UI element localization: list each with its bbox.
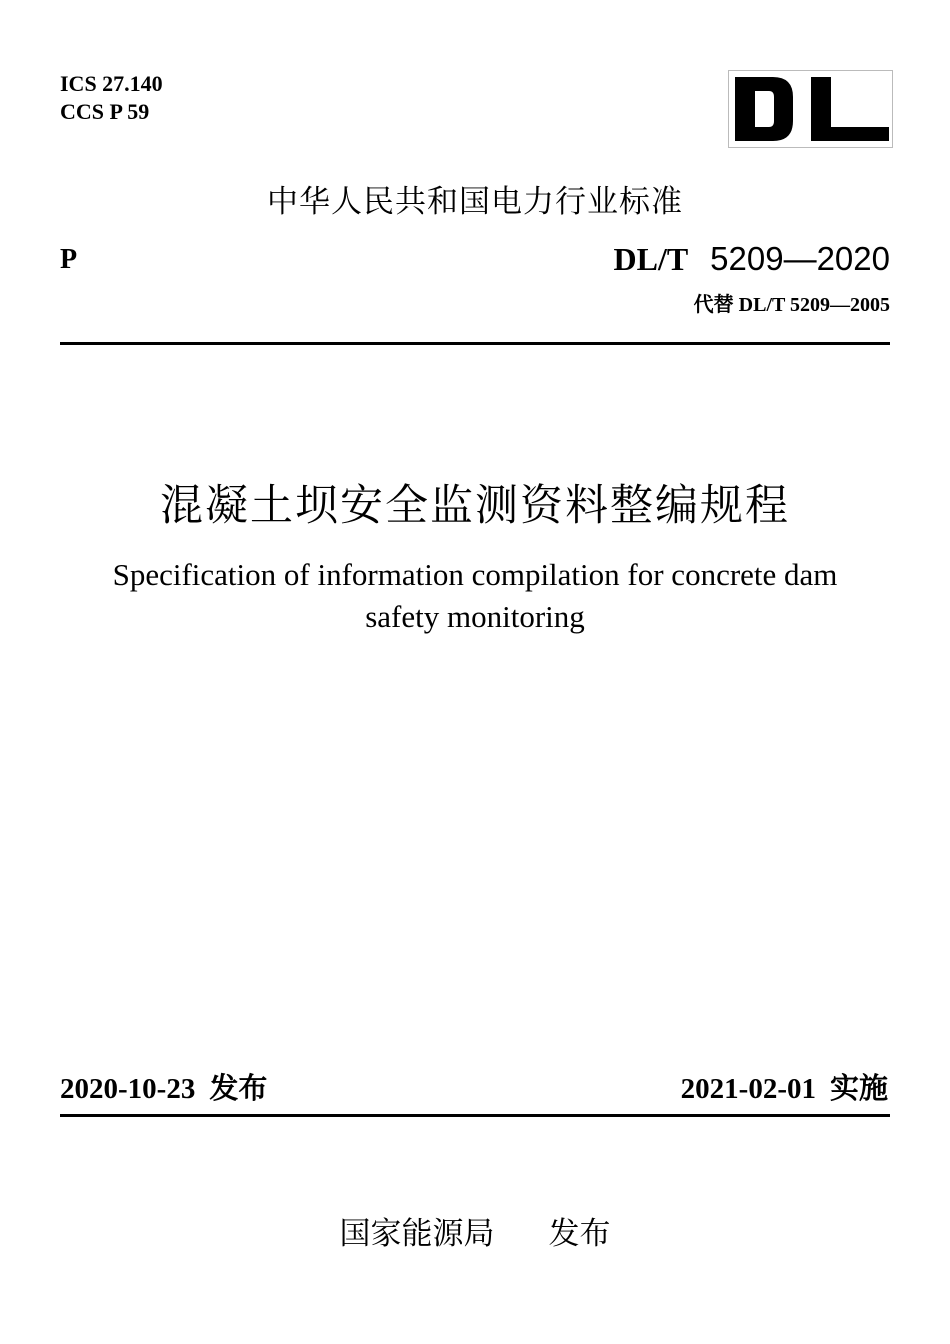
dl-logo [728,70,893,148]
implement-date [681,1066,888,1107]
implement-label: 实施 [829,1071,888,1105]
ccs-code: CCS P 59 [60,99,150,124]
publisher-name: 国家能源局 [339,1216,495,1252]
classification-codes [60,70,163,126]
publisher [0,1208,950,1253]
replaces-standard: 代替 DL/T 5209—2005 [693,294,890,316]
standard-number [613,240,890,278]
implement-date-value: 2021-02-01 [680,1073,816,1105]
dl-logo-mark [729,71,892,147]
classification-letter: P [60,244,78,275]
standard-prefix: DL/T [613,241,689,277]
document-title-cn: 混凝土坝安全监测资料整编规程 [160,481,790,531]
document-title-en [40,554,910,638]
issue-label: 发布 [209,1071,268,1105]
title-en-line1: Specification of information compilation for concrete dam [112,557,838,592]
title-en-line2: safety monitoring [365,599,585,634]
top-divider [60,342,890,345]
publisher-action: 发布 [548,1216,611,1252]
standard-code: 5209—2020 [710,240,890,277]
bottom-divider [60,1114,890,1117]
issue-date-value: 2020-10-23 [60,1073,196,1105]
issue-date [60,1066,267,1107]
standard-category: 中华人民共和国电力行业标准 [267,184,683,220]
ics-code: ICS 27.140 [60,71,163,96]
